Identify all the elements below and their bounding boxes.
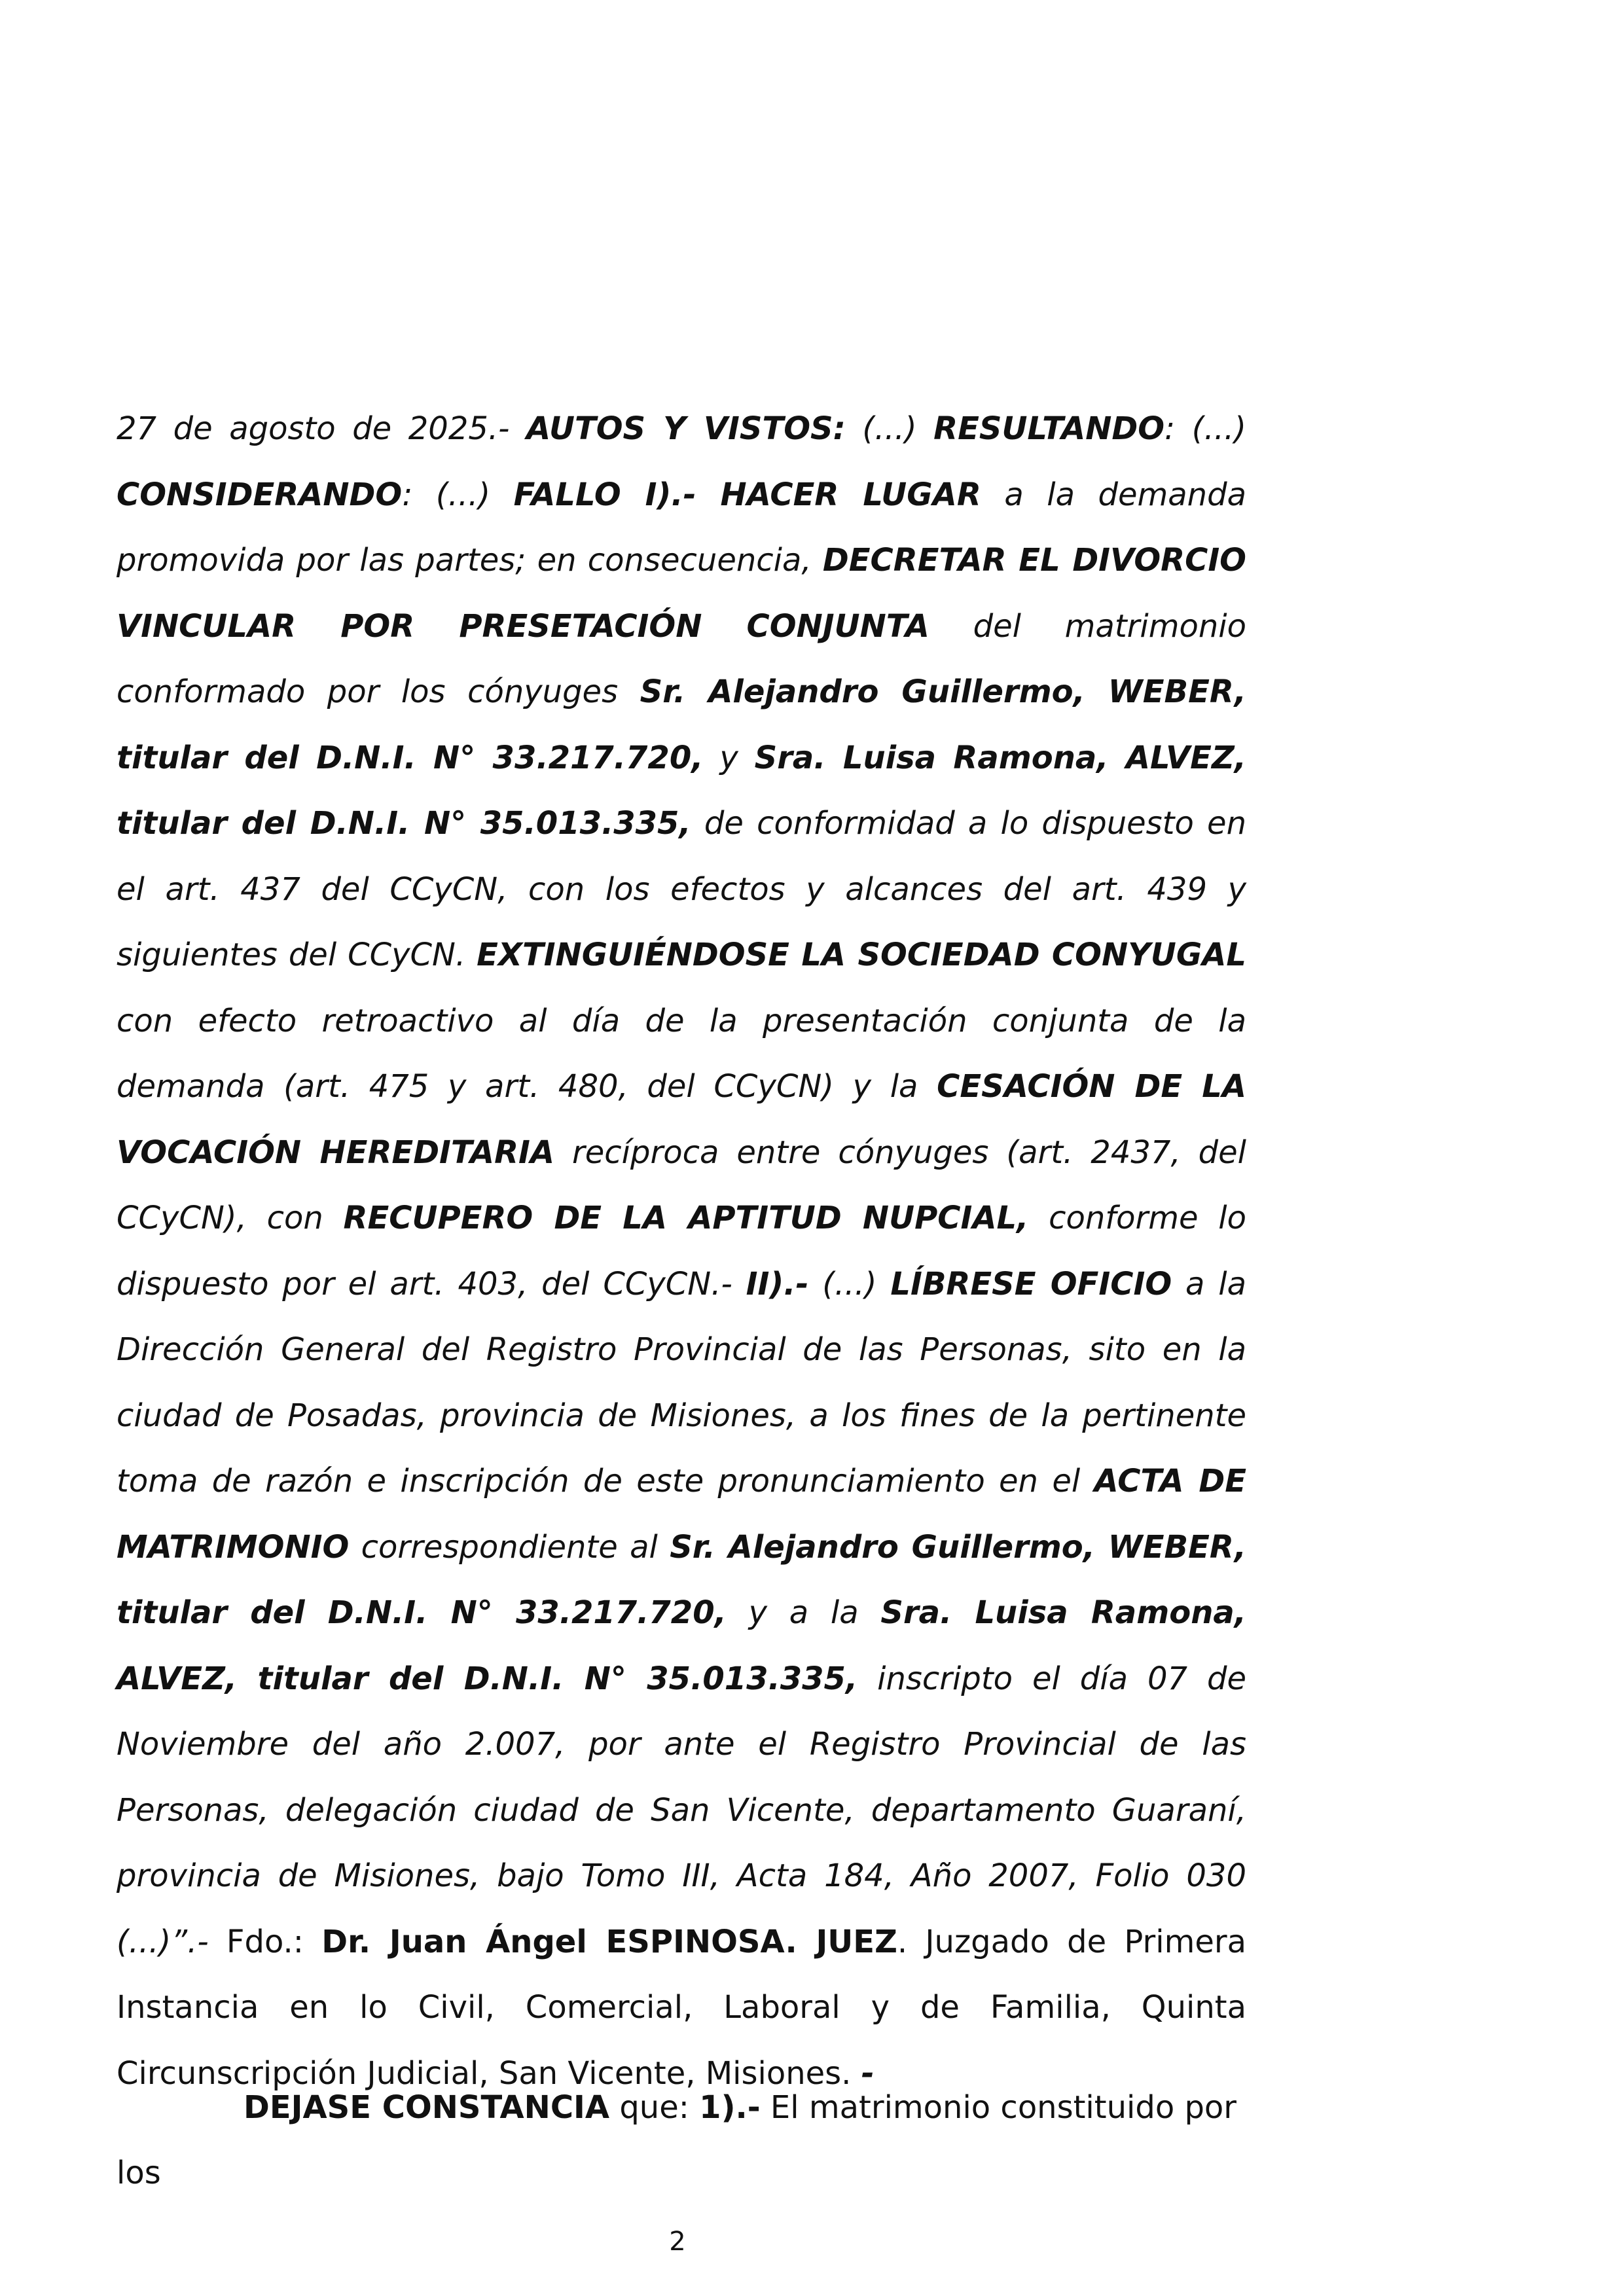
paragraph1-run: (...): [808, 1265, 891, 1302]
paragraph1-run: a la Dirección General del Registro Provincial de las Personas, sito en la ciudad de Posadas, provincia de Misiones, a los fines de la pertinente toma de razón e inscripción de este pronunciamiento en el: [117, 1265, 1247, 1499]
paragraph1-run: con efecto retroactivo al día de la presentación conjunta de la demanda (art. 475 y art. 480, del CCyCN) y la: [117, 1002, 1246, 1105]
paragraph1-run: (...): [845, 410, 934, 447]
paragraph1-run: -: [861, 2054, 875, 2092]
paragraph1-run: Fdo.:: [208, 1923, 322, 1960]
paragraph2-run: El matrimonio constituido por los: [117, 2089, 1237, 2191]
paragraph1-run: DECRETAR EL DIVORCIO VINCULAR POR PRESETACIÓN CONJUNTA: [117, 542, 1246, 645]
paragraph1-run: II).-: [746, 1265, 809, 1302]
paragraph1-run: Sr. Alejandro Guillermo, WEBER, titular del D.N.I. N° 33.217.720,: [117, 1528, 1246, 1631]
paragraph1-run: ACTA DE MATRIMONIO: [117, 1463, 1246, 1566]
paragraph1-run: . Juzgado de Primera Instancia en lo Civil, Comercial, Laboral y de Familia, Quinta Circunscripción Judicial, San Vicente, Misiones.: [117, 1923, 1247, 2092]
paragraph1-run: a la demanda promovida por las partes; en consecuencia,: [117, 476, 1246, 579]
paragraph1-run: AUTOS Y VISTOS:: [526, 410, 846, 447]
paragraph1-run: recíproca entre cónyuges (art. 2437, del CCyCN), con: [117, 1134, 1247, 1236]
paragraph1-run: del matrimonio conformado por los cónyuges: [117, 607, 1246, 710]
paragraph1-run: conforme lo dispuesto por el art. 403, del CCyCN.-: [117, 1200, 1246, 1302]
paragraph1-run: y a la: [726, 1594, 881, 1631]
paragraph1-run: y: [703, 739, 755, 776]
paragraph1-run: FALLO I).- HACER LUGAR: [513, 476, 981, 513]
paragraph1-run: CESACIÓN DE LA VOCACIÓN HEREDITARIA: [117, 1068, 1246, 1171]
paragraph2-run: que:: [609, 2089, 700, 2126]
paragraph1-run: RECUPERO DE LA APTITUD NUPCIAL,: [343, 1200, 1029, 1236]
paragraph2-run: DEJASE CONSTANCIA: [244, 2089, 610, 2126]
paragraph1-run: correspondiente al: [349, 1528, 670, 1566]
paragraph1-run: : (...): [402, 476, 514, 513]
paragraph1-run: EXTINGUIÉNDOSE LA SOCIEDAD CONYUGAL: [477, 937, 1246, 973]
paragraph1-run: Dr. Juan Ángel ESPINOSA. JUEZ: [321, 1923, 897, 1960]
paragraph1-run: Sra. Luisa Ramona, ALVEZ, titular del D.N.I. N° 35.013.335,: [117, 739, 1246, 842]
paragraph1-run: : (...): [1164, 410, 1246, 447]
paragraph1-run: 27 de agosto de 2025.-: [117, 410, 527, 447]
page-number: 2: [669, 2227, 686, 2257]
paragraph1-run: CONSIDERANDO: [117, 476, 403, 513]
paragraph1-run: RESULTANDO: [933, 410, 1165, 447]
paragraph1-run: Sra. Luisa Ramona, ALVEZ, titular del D.N.I. N° 35.013.335,: [117, 1594, 1246, 1697]
resolution-paragraph: [117, 396, 1246, 2106]
paragraph1-run: inscripto el día 07 de Noviembre del año 2.007, por ante el Registro Provincial de las Personas, delegación ciudad de San Vicente, departamento Guaraní, provincia de Misiones, bajo Tomo III, Acta 184, Año 2007, Folio 030 (...)”.-: [117, 1660, 1246, 1960]
paragraph1-run: Sr. Alejandro Guillermo, WEBER, titular del D.N.I. N° 33.217.720,: [117, 673, 1247, 776]
constancia-paragraph: [117, 2075, 1246, 2206]
paragraph1-run: LÍBRESE OFICIO: [890, 1265, 1172, 1302]
paragraph1-run: de conformidad a lo dispuesto en el art. 437 del CCyCN, con los efectos y alcances del art. 439 y siguientes del CCyCN.: [117, 805, 1247, 973]
paragraph2-run: 1).-: [699, 2089, 761, 2126]
